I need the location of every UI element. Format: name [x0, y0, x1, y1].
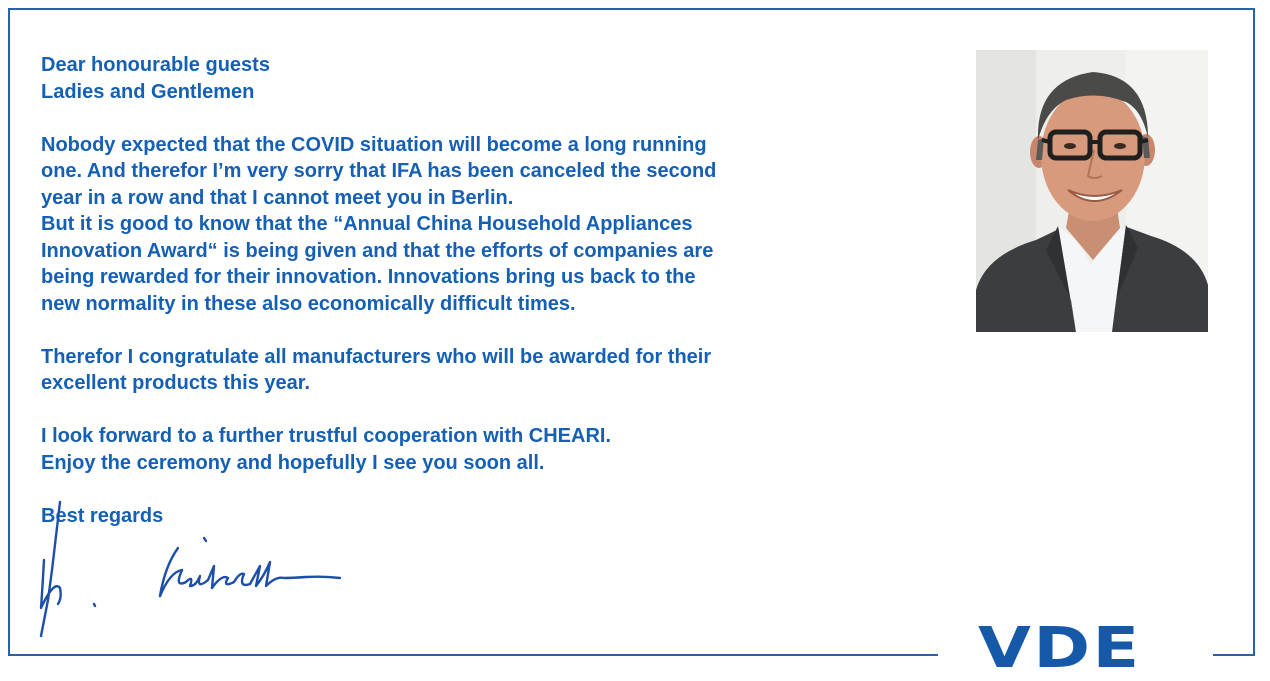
salutation: Dear honourable guests Ladies and Gentlemen [41, 54, 270, 103]
portrait-photo [976, 50, 1208, 332]
frame-right-border [1253, 8, 1255, 655]
paragraph-2: Therefor I congratulate all manufacturers who will be awarded for their excellent products this year. [41, 345, 712, 394]
vde-logo: VDE [978, 616, 1142, 681]
frame-bottom-border-right [1213, 654, 1255, 656]
frame-top-border [8, 8, 1255, 10]
frame-bottom-border-left [8, 654, 938, 656]
handwritten-signature [30, 500, 360, 640]
paragraph-1: Nobody expected that the COVID situation will become a long running one. And therefor I’m very sorry that IFA has been canceled the second year in a row and that I cannot meet you in Berlin. But it is good to know that the “Annual China Household Appliances Innovation Award“ is being given and that the efforts of companies are being rewarded for their innovation. Innovations bring us back to the new normality in these also economically difficult times. [41, 133, 717, 315]
closing: Best regards [41, 504, 164, 527]
paragraph-3: I look forward to a further trustful cooperation with CHEARI. Enjoy the ceremony and hopefully I see you soon all. [41, 425, 612, 474]
letter-body [41, 52, 841, 529]
frame-left-border [8, 8, 10, 655]
